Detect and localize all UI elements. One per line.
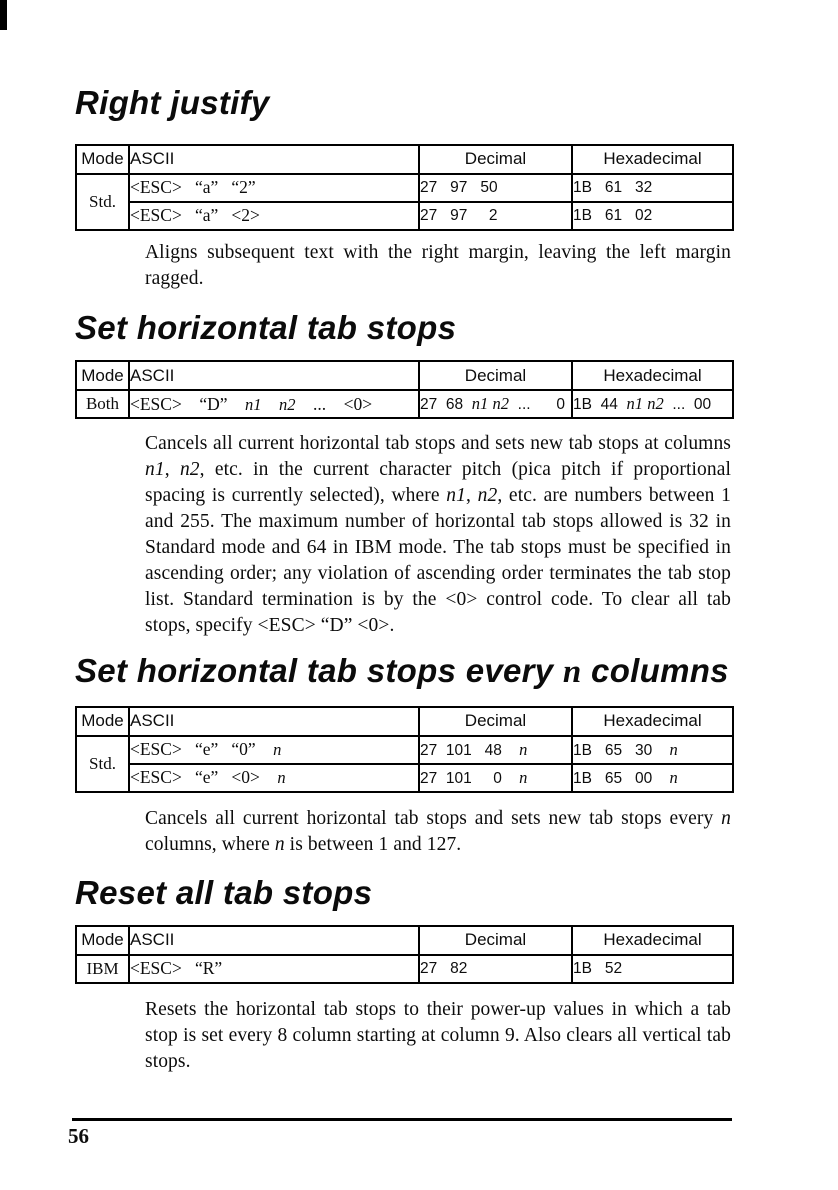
description-paragraph <box>145 806 731 858</box>
command-table <box>75 360 734 419</box>
column-header-decimal: Decimal <box>419 926 572 955</box>
ascii-cell <box>129 736 419 764</box>
decimal-cell <box>419 202 572 230</box>
text-segment <box>262 394 280 414</box>
text-segment: n2 <box>179 459 200 481</box>
mode-cell: Std. <box>76 736 129 792</box>
column-header-decimal: Decimal <box>419 361 572 390</box>
text-segment: ... 00 <box>663 396 712 414</box>
text-segment: Cancels all current horizontal tab stops and sets new tab stops at columns <box>145 433 731 455</box>
description-paragraph <box>145 240 731 292</box>
ascii-cell <box>129 174 419 202</box>
text-segment: Cancels all current horizontal tab stops and sets new tab stops every <box>145 807 722 829</box>
text-segment: n <box>519 767 528 787</box>
section-heading <box>75 86 732 121</box>
decimal-cell <box>419 736 572 764</box>
text-segment: 27 101 48 <box>420 741 520 759</box>
text-segment: <ESC> “a” “2” <box>130 177 256 198</box>
text-segment: <ESC> “e” “0” <box>130 739 274 760</box>
text-segment: n1 <box>145 459 165 481</box>
text-segment: , <box>465 485 478 507</box>
decimal-cell <box>419 955 572 983</box>
text-segment: n1 <box>446 485 466 507</box>
section-reset-all-tab-stops <box>75 873 732 1075</box>
text-segment: 27 101 0 <box>420 769 520 787</box>
table-row <box>76 202 733 230</box>
text-segment: <ESC> “a” <2> <box>130 205 260 226</box>
text-segment: n <box>562 654 582 691</box>
text-segment: <ESC> “D” <box>130 393 246 414</box>
command-table <box>75 144 734 231</box>
text-segment: 1B 65 00 <box>573 769 670 787</box>
description-paragraph <box>145 431 731 639</box>
table-row <box>76 736 733 764</box>
text-segment: n <box>273 740 282 760</box>
mode-cell: Both <box>76 390 129 418</box>
table-header-row <box>76 707 733 736</box>
hexadecimal-cell <box>572 955 733 983</box>
command-table <box>75 706 734 793</box>
column-header-hexadecimal: Hexadecimal <box>572 926 733 955</box>
text-segment: 27 68 <box>420 396 472 414</box>
ascii-cell <box>129 955 419 983</box>
text-segment: Set horizontal tab stops every <box>75 652 563 690</box>
description-paragraph <box>145 997 731 1075</box>
text-segment: columns <box>581 652 729 690</box>
command-table <box>75 925 734 984</box>
text-segment: 27 82 <box>420 959 468 977</box>
decimal-cell <box>419 174 572 202</box>
section-set-tab-stops-every-n-columns <box>75 654 732 858</box>
footer-divider <box>72 1118 732 1121</box>
section-right-justify <box>75 86 732 292</box>
text-segment: n <box>669 739 678 759</box>
column-header-ascii: ASCII <box>129 145 419 174</box>
decimal-cell <box>419 764 572 792</box>
text-segment: n1 <box>245 394 262 414</box>
table-row <box>76 955 733 983</box>
text-segment: n2 <box>279 394 296 414</box>
page-number: 56 <box>68 1123 89 1148</box>
section-heading <box>75 654 732 690</box>
table-row <box>76 764 733 792</box>
text-segment: 1B 65 30 <box>573 741 670 759</box>
text-segment: 1B 44 <box>573 396 627 414</box>
column-header-hexadecimal: Hexadecimal <box>572 361 733 390</box>
column-header-decimal: Decimal <box>419 707 572 736</box>
text-segment: n <box>669 767 678 787</box>
text-segment: n <box>274 833 285 855</box>
text-segment: n1 <box>471 394 489 414</box>
text-segment: , etc. are numbers between 1 and 255. The maximum number of horizontal tab stops allowed is 32 in Standard mode and 64 in IBM mode. The tab stops must be specified in ascending order; any violation of ascending order terminates the tab stop list. Standard termination is by the <0> control code. To clear all tab stops, specify <ESC> “D” <0>. <box>145 485 731 637</box>
column-header-mode: Mode <box>76 361 129 390</box>
text-segment: n <box>519 739 528 759</box>
table-row <box>76 174 733 202</box>
page-content <box>68 0 732 1149</box>
ascii-cell <box>129 764 419 792</box>
column-header-ascii: ASCII <box>129 361 419 390</box>
text-segment: Aligns subsequent text with the right margin, leaving the left margin ragged. <box>145 241 731 289</box>
text-segment: , etc. in the current character pitch (pica pitch if proportional spacing is currently selected), where <box>145 459 732 507</box>
text-segment: , <box>164 459 180 481</box>
mode-cell: IBM <box>76 955 129 983</box>
column-header-mode: Mode <box>76 707 129 736</box>
mode-cell: Std. <box>76 174 129 230</box>
text-segment: n2 <box>492 394 510 414</box>
hexadecimal-cell <box>572 174 733 202</box>
ascii-cell <box>129 202 419 230</box>
text-segment: 27 97 50 <box>420 178 498 196</box>
hexadecimal-cell <box>572 736 733 764</box>
scan-artifact-mark <box>0 0 7 30</box>
text-segment: n2 <box>477 485 498 507</box>
text-segment: <ESC> “e” <0> <box>130 767 278 788</box>
text-segment: Set horizontal tab stops <box>75 308 457 346</box>
text-segment: Reset all tab stops <box>75 873 373 911</box>
column-header-mode: Mode <box>76 145 129 174</box>
hexadecimal-cell <box>572 202 733 230</box>
text-segment: columns, where <box>145 833 275 855</box>
column-header-hexadecimal: Hexadecimal <box>572 145 733 174</box>
text-segment: ... 0 <box>509 396 566 414</box>
ascii-cell <box>129 390 419 418</box>
text-segment: Right justify <box>75 84 270 121</box>
text-segment: 1B 61 32 <box>573 178 653 196</box>
table-header-row <box>76 145 733 174</box>
text-segment: n <box>721 807 731 829</box>
section-heading <box>75 308 732 346</box>
column-header-ascii: ASCII <box>129 707 419 736</box>
text-segment: n <box>277 768 286 788</box>
text-segment: n2 <box>647 394 664 414</box>
column-header-mode: Mode <box>76 926 129 955</box>
hexadecimal-cell <box>572 390 733 418</box>
decimal-cell <box>419 390 572 418</box>
section-heading <box>75 873 732 911</box>
text-segment: <ESC> “R” <box>130 958 223 979</box>
column-header-ascii: ASCII <box>129 926 419 955</box>
text-segment: 1B 61 02 <box>573 206 653 224</box>
section-set-horizontal-tab-stops <box>75 308 732 640</box>
text-segment: n1 <box>626 394 643 414</box>
text-segment: Resets the horizontal tab stops to their power-up values in which a tab stop is set every 8 column starting at column 9. Also clears all vertical tab stops. <box>145 998 731 1072</box>
column-header-hexadecimal: Hexadecimal <box>572 707 733 736</box>
table-row <box>76 390 733 418</box>
text-segment: 27 97 2 <box>420 206 498 224</box>
hexadecimal-cell <box>572 764 733 792</box>
text-segment: ... <0> <box>295 393 373 414</box>
text-segment: 1B 52 <box>573 959 623 977</box>
table-header-row <box>76 926 733 955</box>
text-segment: is between 1 and 127. <box>284 833 462 855</box>
table-header-row <box>76 361 733 390</box>
column-header-decimal: Decimal <box>419 145 572 174</box>
